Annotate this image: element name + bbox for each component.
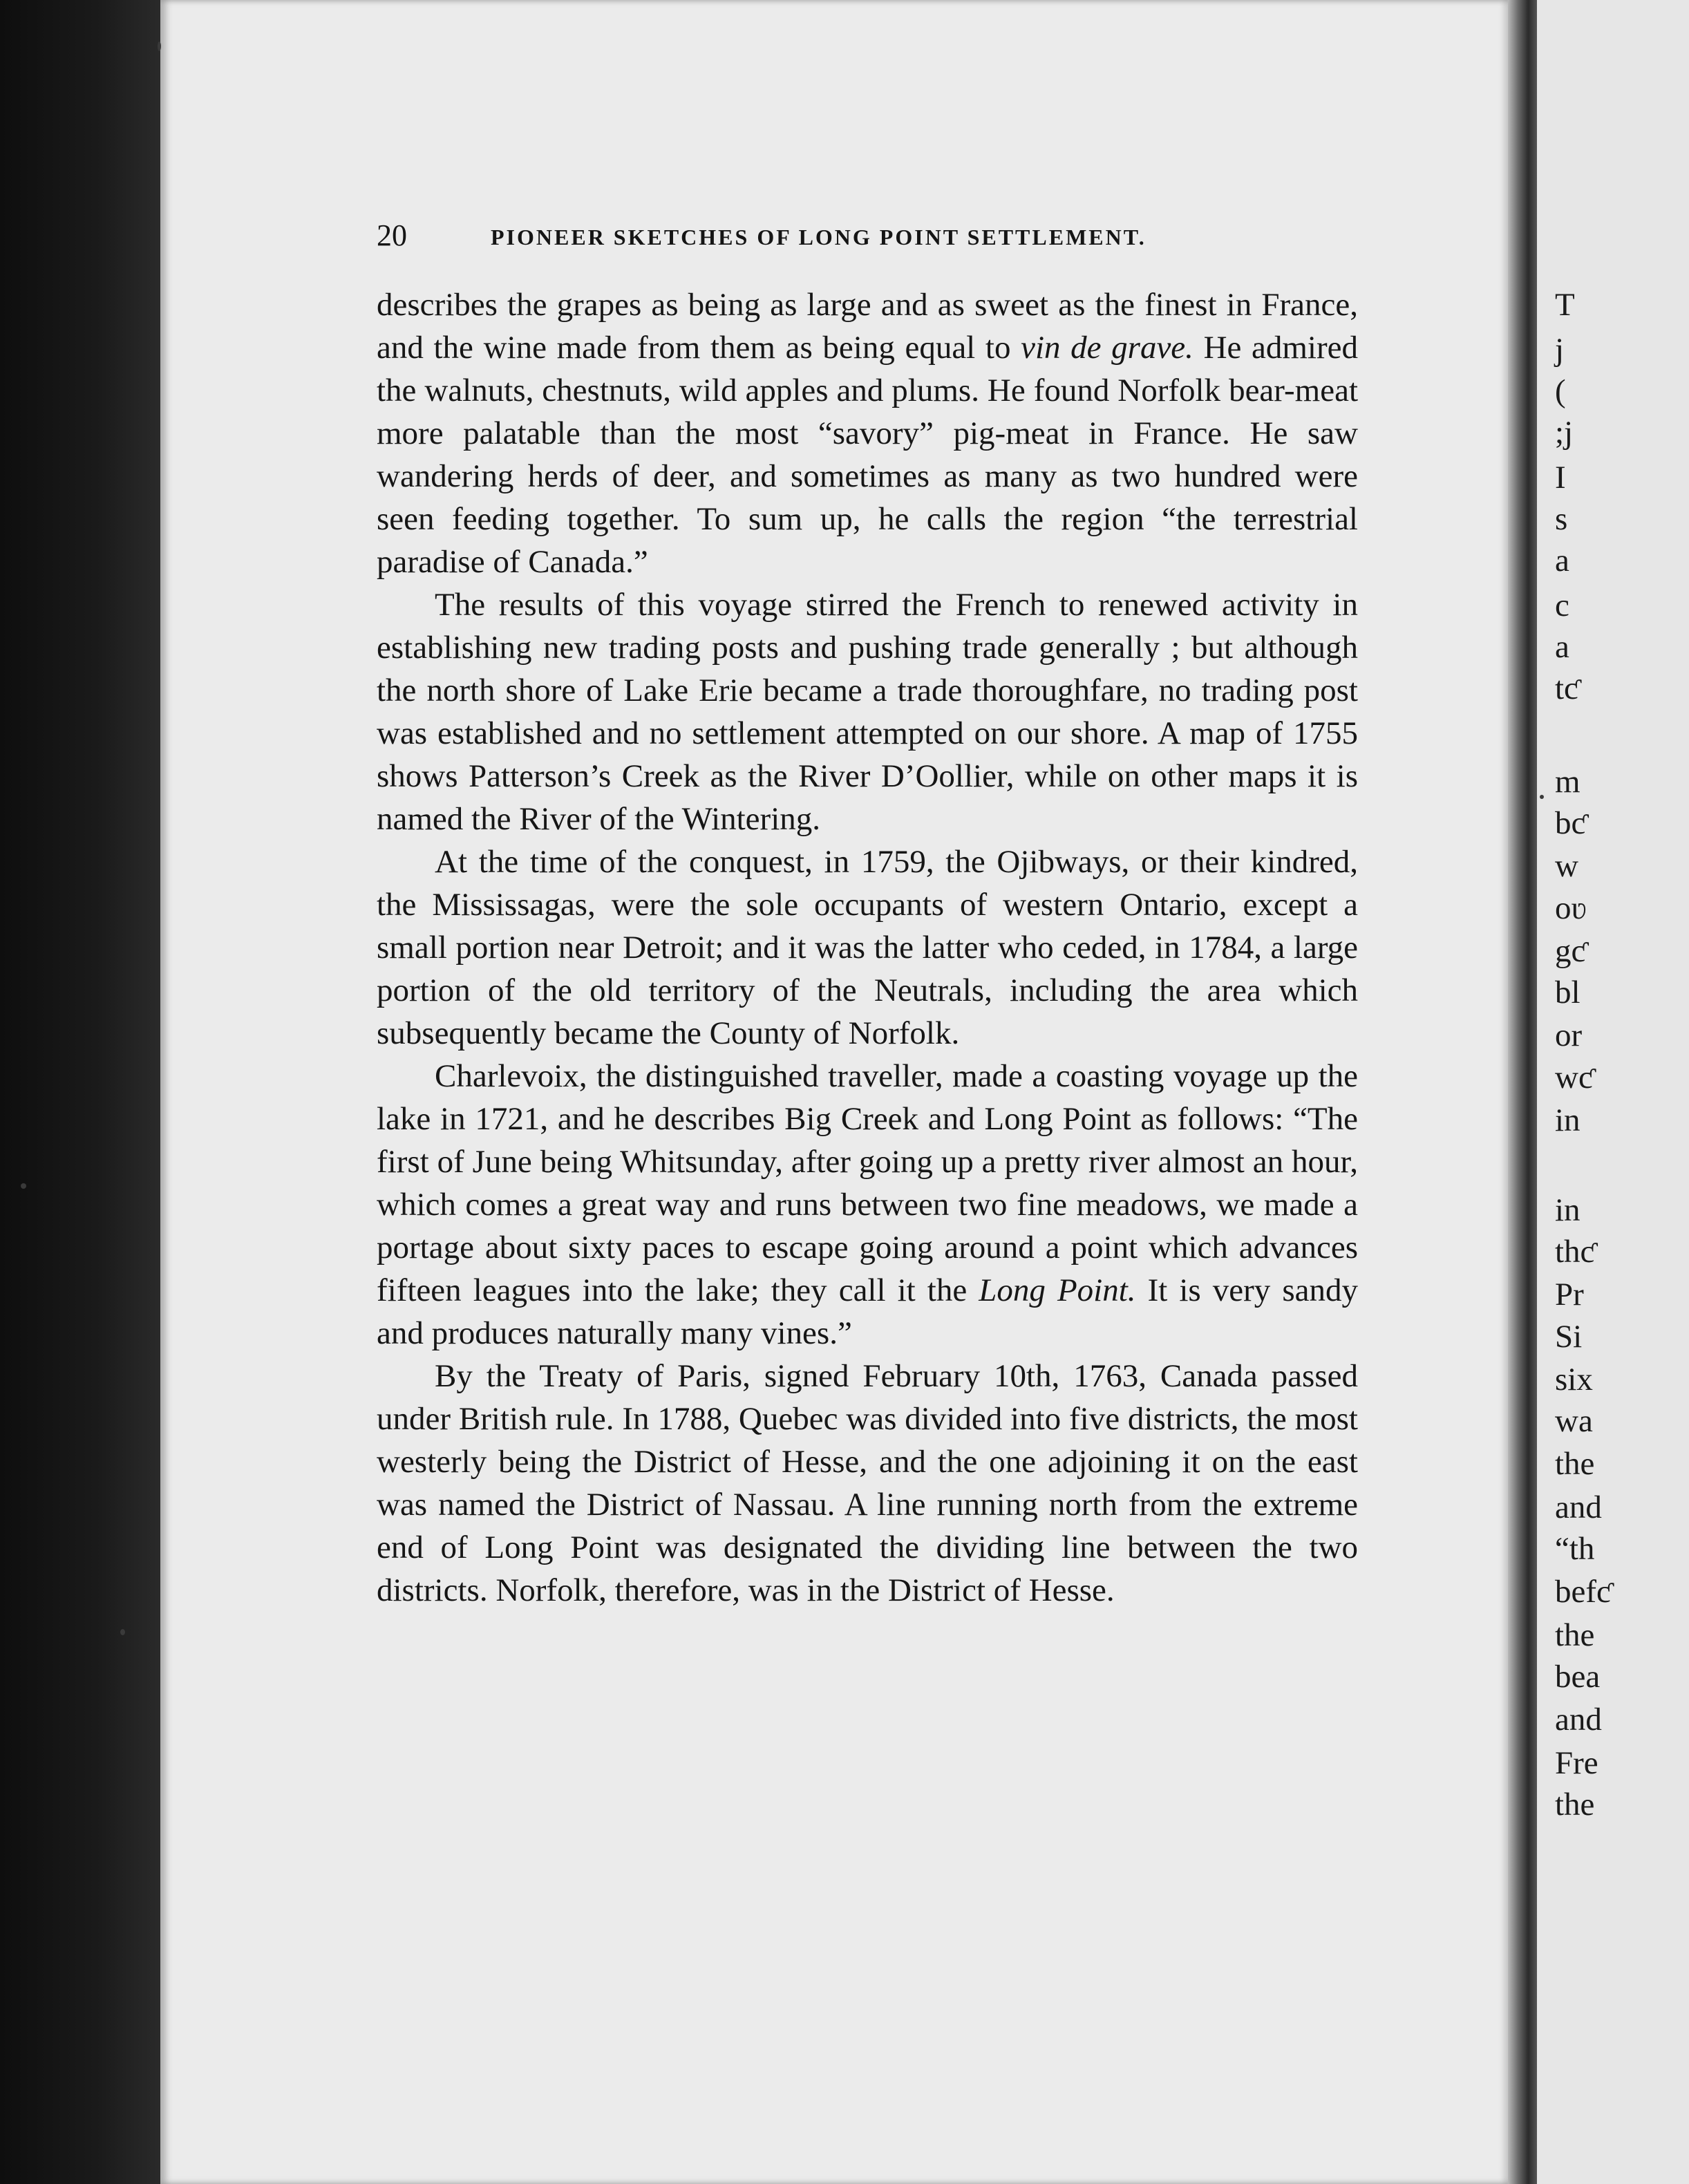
italic-text: Long Point. <box>979 1272 1136 1308</box>
facing-page-fragment: Pr <box>1555 1277 1584 1312</box>
paragraph <box>377 283 1358 583</box>
paragraph <box>377 1355 1358 1612</box>
text-run: describes the grapes as being as large and as sweet as the finest in France, and the wine made from them as being equal to <box>377 287 1358 366</box>
facing-page-fragment: and <box>1555 1489 1602 1525</box>
facing-page-fragment: w <box>1555 848 1578 884</box>
facing-page-fragment: befƈ <box>1555 1574 1611 1610</box>
text-run: By the Treaty of Paris, signed February 10th, 1763, Canada passed under British rule. In 1788, Quebec was divided into five districts, the most westerly being the District of Hesse, and the one adjoining it on the east was named the District of Nassau. A line running north from the extreme end of Long Point was designated the dividing line between the two districts. Norfolk, therefore, was in the District of Hesse. <box>377 1358 1358 1608</box>
facing-page-fragment: ( <box>1555 373 1566 409</box>
facing-page-fragment: j <box>1555 332 1565 368</box>
facing-page-fragment: bl <box>1555 975 1581 1010</box>
facing-page-fragment: the <box>1555 1446 1595 1482</box>
text-run: The results of this voyage stirred the French to renewed activity in establishing new trading posts and pushing trade generally ; but although the north shore of Lake Erie became a trade thoroughfare, no trading post was established and no settlement attempted on our shore. A map of 1755 shows Patterson’s Creek as the River D’Oollier, while on other maps it is named the River of the Wintering. <box>377 587 1358 837</box>
facing-page-fragment: and <box>1555 1702 1602 1738</box>
facing-page-fragment: Fre <box>1555 1745 1598 1781</box>
facing-page-fragment: wƈ <box>1555 1060 1593 1095</box>
facing-page-edge <box>1537 0 1689 2184</box>
facing-page-fragment: thƈ <box>1555 1234 1595 1270</box>
facing-page-fragment: c <box>1555 587 1569 623</box>
book-gutter <box>1508 0 1537 2184</box>
facing-page-fragment: Si <box>1555 1319 1583 1355</box>
facing-page-fragment: or <box>1555 1017 1583 1053</box>
facing-page-fragment: wa <box>1555 1403 1593 1439</box>
facing-page-fragment: the <box>1555 1787 1595 1823</box>
text-run: He admired the walnuts, chestnuts, wild apples and plums. He found Norfolk bear-meat more palatable than the most “savory” pig-meat in France. He saw wandering herds of deer, and sometimes as many as two hundred were seen feeding together. To sum up, he calls the region “the terrestrial paradise of Canada.” <box>377 330 1358 580</box>
scan-speck <box>1540 795 1544 799</box>
facing-page-fragment: ;j <box>1555 415 1574 451</box>
scan-speck <box>120 1629 125 1635</box>
scan-speck <box>158 41 161 51</box>
facing-page-fragment: s <box>1555 501 1568 537</box>
facing-page-fragment: m <box>1555 764 1581 800</box>
paragraph <box>377 840 1358 1055</box>
facing-page-fragment: oʋ <box>1555 890 1587 926</box>
facing-page-fragment: tƈ <box>1555 670 1578 706</box>
facing-page-fragment: a <box>1555 543 1569 578</box>
facing-page-fragment: “th <box>1555 1531 1595 1567</box>
paragraph <box>377 583 1358 840</box>
facing-page-fragment: gƈ <box>1555 933 1586 969</box>
text-run: It is very sandy and produces naturally many vines.” <box>377 1272 1358 1351</box>
facing-page-fragment: T <box>1555 287 1575 323</box>
facing-page-fragment: bƈ <box>1555 805 1586 841</box>
facing-page-fragment: bea <box>1555 1659 1601 1695</box>
facing-page-fragment: the <box>1555 1617 1595 1653</box>
facing-page-fragment: six <box>1555 1362 1593 1397</box>
text-run: At the time of the conquest, in 1759, the Ojibways, or their kindred, the Mississagas, were the sole occupants of western Ontario, except a small portion near Detroit; and it was the latter who ceded, in 1784, a large portion of the old territory of the Neutrals, including the area which subsequently became the County of Norfolk. <box>377 844 1358 1051</box>
running-head <box>377 218 1358 259</box>
paragraph <box>377 1055 1358 1355</box>
page-number: 20 <box>377 218 407 252</box>
scanner-left-margin <box>0 0 160 2184</box>
scan-speck <box>21 1183 26 1189</box>
running-head-title: PIONEER SKETCHES OF LONG POINT SETTLEMENT. <box>491 225 1147 250</box>
italic-text: vin de grave. <box>1021 330 1193 366</box>
text-run: Charlevoix, the distinguished traveller, made a coasting voyage up the lake in 1721, and he describes Big Creek and Long Point as follows: “The first of June being Whitsunday, after going up a pretty river almost an hour, which comes a great way and runs between two fine meadows, we made a portage about sixty paces to escape going around a point which advances fifteen leagues into the lake; they call it the <box>377 1058 1358 1308</box>
facing-page-fragment: a <box>1555 629 1569 665</box>
facing-page-fragment: in <box>1555 1192 1581 1228</box>
facing-page-fragment: I <box>1555 460 1566 496</box>
body-text <box>377 283 1358 1612</box>
facing-page-fragment: in <box>1555 1102 1581 1138</box>
